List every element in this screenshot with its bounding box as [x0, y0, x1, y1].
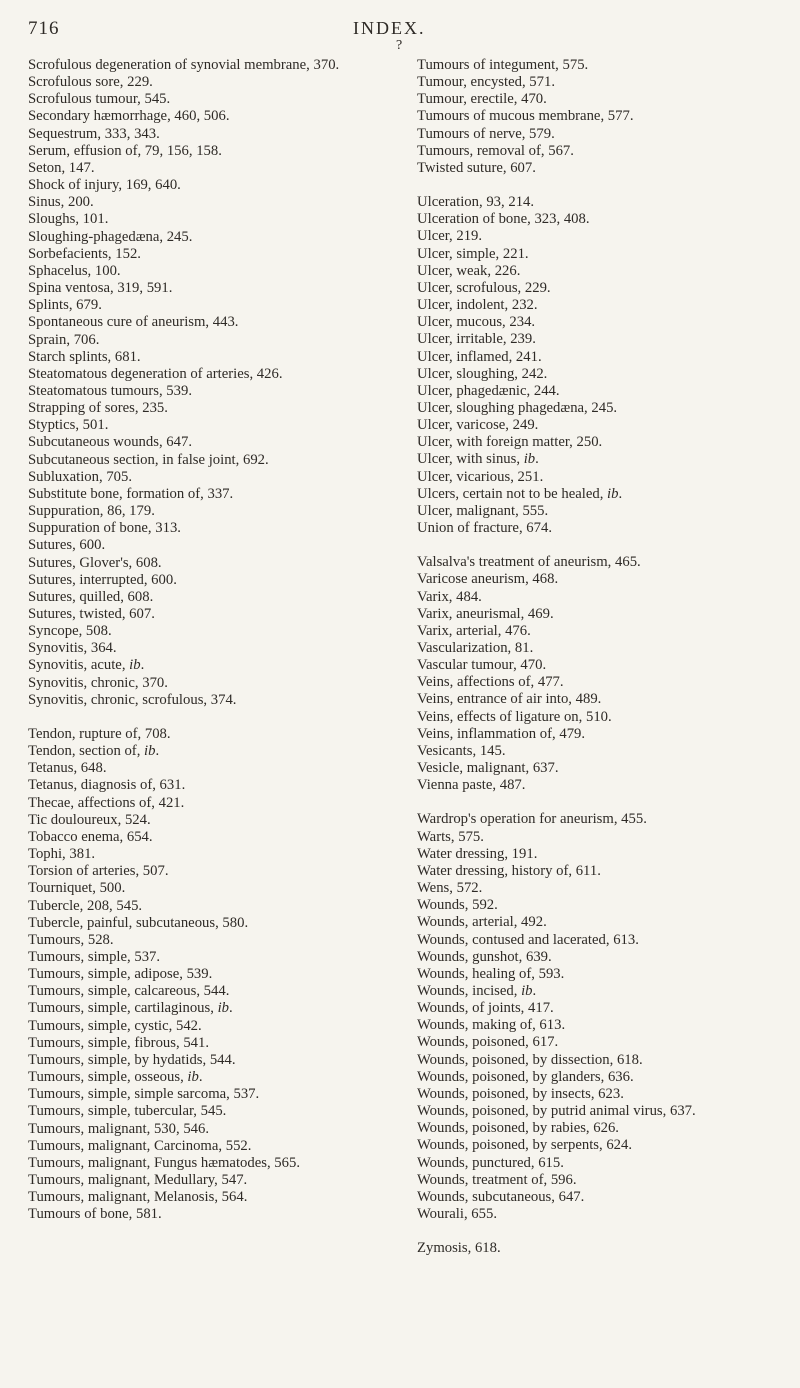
- index-entry: Synovitis, 364.: [28, 640, 117, 657]
- index-entry: Sorbefacients, 152.: [28, 245, 141, 262]
- index-letter-group: [417, 811, 795, 1223]
- index-entry: Wounds, poisoned, by putrid animal virus, 637.: [417, 1103, 696, 1120]
- index-entry: Tetanus, diagnosis of, 631.: [28, 777, 186, 794]
- index-entry: Wounds, incised, ib.: [417, 982, 537, 999]
- index-letter-group: [417, 57, 795, 177]
- index-letter-group: [28, 57, 410, 709]
- index-entry: Tendon, section of, ib.: [28, 743, 160, 760]
- index-entry: Sequestrum, 333, 343.: [28, 125, 160, 142]
- page-header: [0, 14, 800, 53]
- stray-mark: ?: [396, 38, 403, 53]
- index-entry: Shock of injury, 169, 640.: [28, 177, 181, 194]
- index-column-left: [28, 57, 410, 1223]
- index-entry: Sutures, Glover's, 608.: [28, 554, 162, 571]
- index-entry: Varix, arterial, 476.: [417, 622, 531, 639]
- index-entry: Ulceration, 93, 214.: [417, 194, 535, 211]
- index-entry: Wounds, healing of, 593.: [417, 965, 565, 982]
- index-entry: Ulcer, simple, 221.: [417, 245, 529, 262]
- index-entry: Tumours of mucous membrane, 577.: [417, 108, 634, 125]
- index-entry: Steatomatous degeneration of arteries, 426.: [28, 365, 283, 382]
- index-entry: Ulcer, phagedænic, 244.: [417, 382, 560, 399]
- index-entry: Wounds, 592.: [417, 897, 498, 914]
- index-entry: Sutures, interrupted, 600.: [28, 571, 177, 588]
- index-entry: Styptics, 501.: [28, 417, 109, 434]
- index-entry: Vienna paste, 487.: [417, 777, 526, 794]
- index-entry: Ulceration of bone, 323, 408.: [417, 211, 590, 228]
- index-entry: Veins, affections of, 477.: [417, 674, 564, 691]
- group-separator: [417, 794, 795, 811]
- index-entry: Steatomatous tumours, 539.: [28, 382, 193, 399]
- index-entry: Synovitis, chronic, 370.: [28, 674, 168, 691]
- index-entry: Ulcer, 219.: [417, 228, 483, 245]
- index-entry: Sloughs, 101.: [28, 211, 109, 228]
- index-entry: Wounds, poisoned, by dissection, 618.: [417, 1051, 643, 1068]
- index-entry: Wounds, treatment of, 596.: [417, 1171, 577, 1188]
- index-entry: Veins, inflammation of, 479.: [417, 725, 586, 742]
- index-entry: Ulcer, scrofulous, 229.: [417, 279, 551, 296]
- index-entry: Secondary hæmorrhage, 460, 506.: [28, 108, 230, 125]
- index-entry: Wounds, punctured, 615.: [417, 1154, 564, 1171]
- index-entry: Ulcer, irritable, 239.: [417, 331, 536, 348]
- index-entry: Synovitis, chronic, scrofulous, 374.: [28, 691, 237, 708]
- index-entry: Tumours, simple, simple sarcoma, 537.: [28, 1086, 260, 1103]
- index-entry: Ulcers, certain not to be healed, ib.: [417, 485, 623, 502]
- index-column-right: [417, 57, 795, 1257]
- index-entry: Starch splints, 681.: [28, 348, 141, 365]
- index-letter-group: [417, 1240, 795, 1257]
- index-entry: Wounds, gunshot, 639.: [417, 948, 552, 965]
- group-separator: [28, 709, 410, 726]
- index-entry: Tumours, simple, fibrous, 541.: [28, 1034, 210, 1051]
- index-entry: Water dressing, history of, 611.: [417, 862, 601, 879]
- index-entry: Tubercle, 208, 545.: [28, 897, 143, 914]
- index-entry: Sinus, 200.: [28, 194, 94, 211]
- index-entry: Wounds, poisoned, by insects, 623.: [417, 1085, 624, 1102]
- index-entry: Vesicle, malignant, 637.: [417, 760, 559, 777]
- index-entry: Wardrop's operation for aneurism, 455.: [417, 811, 647, 828]
- index-entry: Tumours, simple, osseous, ib.: [28, 1069, 203, 1086]
- index-entry: Scrofulous degeneration of synovial membrane, 370.: [28, 57, 340, 73]
- index-entry: Ulcer, mucous, 234.: [417, 314, 536, 331]
- index-entry: Wourali, 655.: [417, 1206, 497, 1222]
- index-entry: Tumours, simple, 537.: [28, 948, 161, 965]
- index-entry: Seton, 147.: [28, 159, 95, 176]
- index-entry: Spontaneous cure of aneurism, 443.: [28, 314, 239, 331]
- index-entry: Ulcer, varicose, 249.: [417, 417, 539, 434]
- index-entry: Sutures, quilled, 608.: [28, 588, 154, 605]
- index-entry: Ulcer, inflamed, 241.: [417, 348, 542, 365]
- index-entry: Ulcer, sloughing phagedæna, 245.: [417, 399, 618, 416]
- index-entry: Veins, effects of ligature on, 510.: [417, 708, 612, 725]
- index-entry: Twisted suture, 607.: [417, 159, 536, 176]
- index-entry: Tumours, malignant, Medullary, 547.: [28, 1172, 248, 1188]
- index-entry: Tumours, malignant, Fungus hæmatodes, 565.: [28, 1154, 301, 1171]
- index-entry: Tumours, 528.: [28, 931, 114, 948]
- index-entry: Tumours, malignant, Carcinoma, 552.: [28, 1137, 252, 1154]
- index-entry: Vesicants, 145.: [417, 742, 506, 759]
- index-entry: Tumours, malignant, 530, 546.: [28, 1120, 210, 1137]
- page-number: 716: [28, 18, 60, 39]
- index-entry: Substitute bone, formation of, 337.: [28, 485, 234, 502]
- index-entry: Union of fracture, 674.: [417, 520, 552, 537]
- index-entry: Wounds, making of, 613.: [417, 1017, 566, 1034]
- index-entry: Vascular tumour, 470.: [417, 657, 547, 674]
- index-entry: Tumour, encysted, 571.: [417, 74, 555, 91]
- index-entry: Varicose aneurism, 468.: [417, 571, 559, 588]
- index-entry: Wounds, contused and lacerated, 613.: [417, 931, 639, 948]
- index-entry: Tubercle, painful, subcutaneous, 580.: [28, 914, 249, 931]
- index-entry: Tourniquet, 500.: [28, 880, 126, 897]
- index-entry: Ulcer, vicarious, 251.: [417, 468, 544, 485]
- index-entry: Tumours, removal of, 567.: [417, 142, 574, 159]
- index-entry: Wounds, poisoned, 617.: [417, 1034, 559, 1051]
- index-entry: Ulcer, sloughing, 242.: [417, 365, 548, 382]
- index-entry: Varix, aneurismal, 469.: [417, 605, 554, 622]
- index-entry: Tumours of integument, 575.: [417, 57, 589, 73]
- index-entry: Wounds, poisoned, by serpents, 624.: [417, 1137, 633, 1154]
- index-entry: Spina ventosa, 319, 591.: [28, 280, 173, 297]
- group-separator: [417, 1223, 795, 1240]
- index-entry: Sphacelus, 100.: [28, 262, 121, 279]
- index-entry: Tumours, simple, cystic, 542.: [28, 1017, 202, 1034]
- index-entry: Strapping of sores, 235.: [28, 400, 168, 417]
- index-entry: Tumours, simple, tubercular, 545.: [28, 1103, 227, 1120]
- index-entry: Sutures, 600.: [28, 537, 106, 554]
- index-letter-group: [417, 194, 795, 537]
- index-entry: Tendon, rupture of, 708.: [28, 725, 171, 742]
- index-entry: Wens, 572.: [417, 880, 483, 897]
- index-letter-group: [28, 726, 410, 1224]
- index-entry: Tumours, simple, by hydatids, 544.: [28, 1051, 236, 1068]
- index-letter-group: [417, 554, 795, 794]
- index-entry: Wounds, of joints, 417.: [417, 1000, 554, 1017]
- index-entry: Tobacco enema, 654.: [28, 828, 153, 845]
- index-entry: Valsalva's treatment of aneurism, 465.: [417, 554, 641, 571]
- index-entry: Thecae, affections of, 421.: [28, 794, 185, 811]
- index-entry: Ulcer, with sinus, ib.: [417, 451, 539, 468]
- index-entry: Tumours of nerve, 579.: [417, 125, 555, 142]
- index-entry: Ulcer, indolent, 232.: [417, 297, 538, 314]
- index-entry: Varix, 484.: [417, 588, 482, 605]
- index-entry: Veins, entrance of air into, 489.: [417, 691, 602, 708]
- index-entry: Wounds, poisoned, by rabies, 626.: [417, 1120, 619, 1137]
- index-entry: Syncope, 508.: [28, 623, 112, 640]
- index-entry: Subcutaneous section, in false joint, 692.: [28, 451, 269, 468]
- index-entry: Sutures, twisted, 607.: [28, 606, 155, 622]
- index-entry: Tumours, simple, cartilaginous, ib.: [28, 1000, 233, 1017]
- index-entry: Tumour, erectile, 470.: [417, 91, 547, 108]
- index-entry: Tic douloureux, 524.: [28, 811, 151, 828]
- index-entry: Tumours, simple, adipose, 539.: [28, 966, 213, 983]
- index-entry: Tumours, simple, calcareous, 544.: [28, 983, 230, 1000]
- index-entry: Serum, effusion of, 79, 156, 158.: [28, 142, 222, 159]
- index-entry: Torsion of arteries, 507.: [28, 863, 169, 880]
- index-entry: Scrofulous tumour, 545.: [28, 91, 171, 108]
- group-separator: [417, 537, 795, 554]
- index-entry: Synovitis, acute, ib.: [28, 657, 145, 674]
- index-entry: Sprain, 706.: [28, 331, 100, 348]
- index-entry: Tophi, 381.: [28, 846, 96, 863]
- index-entry: Ulcer, weak, 226.: [417, 262, 521, 279]
- index-entry: Tumours of bone, 581.: [28, 1206, 162, 1223]
- group-separator: [417, 177, 795, 194]
- index-entry: Subluxation, 705.: [28, 468, 133, 485]
- index-entry: Zymosis, 618.: [417, 1240, 501, 1257]
- running-head: INDEX.: [353, 18, 426, 38]
- index-entry: Wounds, poisoned, by glanders, 636.: [417, 1068, 634, 1085]
- index-entry: Water dressing, 191.: [417, 845, 538, 862]
- index-entry: Suppuration of bone, 313.: [28, 520, 181, 537]
- index-entry: Subcutaneous wounds, 647.: [28, 434, 193, 451]
- index-entry: Vascularization, 81.: [417, 640, 534, 656]
- index-entry: Wounds, arterial, 492.: [417, 914, 547, 931]
- index-entry: Tumours, malignant, Melanosis, 564.: [28, 1189, 248, 1206]
- index-entry: Ulcer, malignant, 555.: [417, 502, 549, 519]
- index-entry: Scrofulous sore, 229.: [28, 74, 153, 91]
- index-entry: Tetanus, 648.: [28, 760, 107, 777]
- index-entry: Ulcer, with foreign matter, 250.: [417, 434, 603, 451]
- index-entry: Splints, 679.: [28, 297, 102, 314]
- index-entry: Warts, 575.: [417, 828, 484, 845]
- index-entry: Sloughing-phagedæna, 245.: [28, 228, 193, 245]
- index-entry: Suppuration, 86, 179.: [28, 503, 155, 520]
- index-entry: Wounds, subcutaneous, 647.: [417, 1188, 585, 1205]
